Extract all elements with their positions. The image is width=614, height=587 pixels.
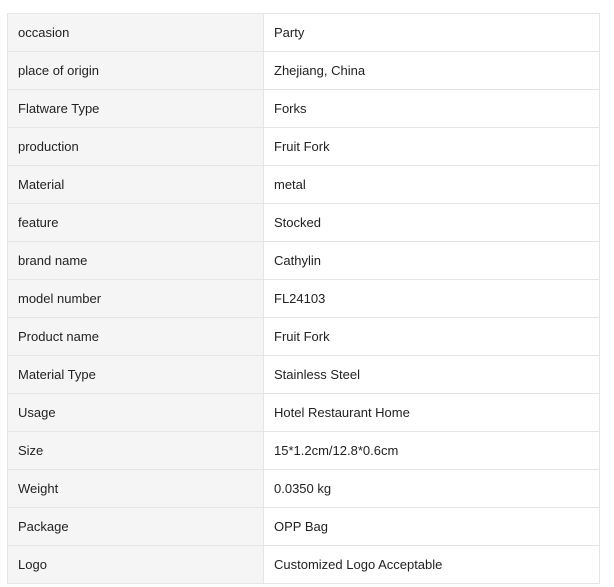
spec-key: occasion [8,14,264,52]
product-spec-table [7,13,600,584]
spec-key: Flatware Type [8,90,264,128]
spec-key: Material Type [8,356,264,394]
table-row [8,52,600,90]
spec-value: Fruit Fork [264,318,600,356]
spec-value: OPP Bag [264,508,600,546]
spec-key: Product name [8,318,264,356]
table-row [8,90,600,128]
spec-value: Stocked [264,204,600,242]
table-row [8,432,600,470]
spec-value: metal [264,166,600,204]
table-row [8,280,600,318]
spec-key: place of origin [8,52,264,90]
spec-key: Usage [8,394,264,432]
table-row [8,242,600,280]
table-row [8,508,600,546]
spec-value: Cathylin [264,242,600,280]
spec-value: Zhejiang, China [264,52,600,90]
spec-value: Hotel Restaurant Home [264,394,600,432]
table-row [8,128,600,166]
spec-value: 0.0350 kg [264,470,600,508]
spec-key: production [8,128,264,166]
table-row [8,356,600,394]
spec-value: FL24103 [264,280,600,318]
spec-key: feature [8,204,264,242]
spec-value: Forks [264,90,600,128]
spec-key: Material [8,166,264,204]
spec-key: Package [8,508,264,546]
table-row [8,546,600,584]
spec-value: Fruit Fork [264,128,600,166]
table-row [8,394,600,432]
spec-key: Weight [8,470,264,508]
table-row [8,166,600,204]
spec-value: Customized Logo Acceptable [264,546,600,584]
table-row [8,14,600,52]
spec-key: model number [8,280,264,318]
spec-key: Logo [8,546,264,584]
spec-value: Stainless Steel [264,356,600,394]
spec-key: brand name [8,242,264,280]
table-row [8,204,600,242]
spec-value: 15*1.2cm/12.8*0.6cm [264,432,600,470]
spec-key: Size [8,432,264,470]
spec-value: Party [264,14,600,52]
table-row [8,470,600,508]
table-row [8,318,600,356]
